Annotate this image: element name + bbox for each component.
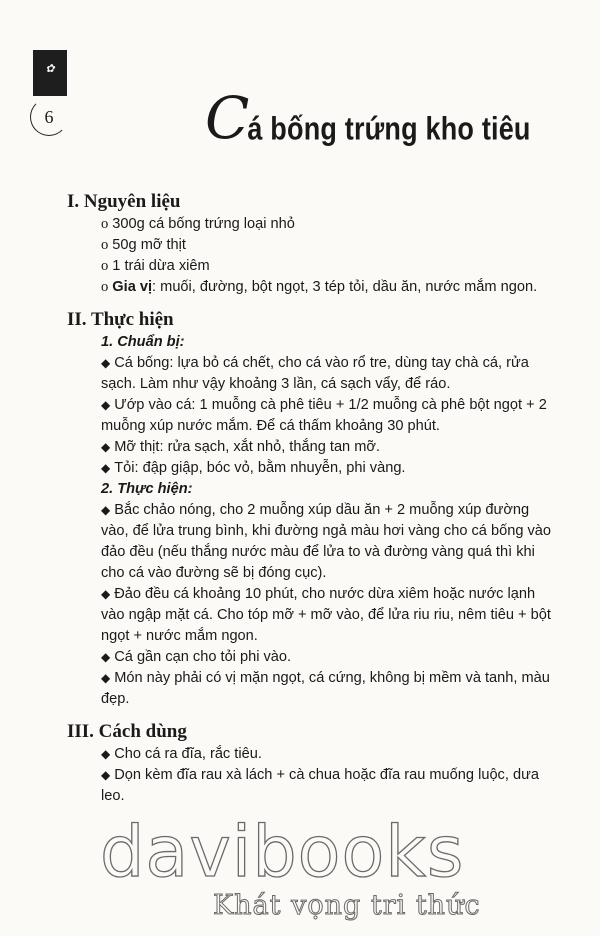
watermark (100, 812, 580, 932)
list-item: ◆ Cá gần cạn cho tỏi phi vào. (101, 649, 292, 665)
chapter-logo-icon: ✿ (45, 62, 55, 75)
section-heading-serving: III. Cách dùng (67, 721, 187, 742)
list-item: o 1 trái dừa xiêm (101, 258, 210, 274)
list-item: ◆ Mỡ thịt: rửa sạch, xắt nhỏ, thắng tan mỡ. (101, 439, 381, 455)
section-heading-method: II. Thực hiện (67, 309, 174, 330)
list-item: ◆ Dọn kèm đĩa rau xà lách + cà chua hoặc đĩa rau muống luộc, dưa leo. (101, 767, 539, 804)
list-item: ◆ Cá bống: lựa bỏ cá chết, cho cá vào rổ tre, dùng tay chà cá, rửa sạch. Làm như vậy khoảng 3 lần, cá sạch vẩy, để ráo. (101, 355, 529, 392)
diamond-bullet-icon: ◆ (101, 587, 111, 601)
diamond-bullet-icon: ◆ (101, 768, 111, 782)
subsection-title-cook: 2. Thực hiện: (101, 481, 193, 497)
list-item: ◆ Đảo đều cá khoảng 10 phút, cho nước dừa xiêm hoặc nước lạnh vào ngập mặt cá. Cho tóp mỡ + mỡ vào, để lửa riu riu, nêm tiêu + bột ngọt + nước mắm ngon. (101, 586, 551, 644)
list-item: ◆ Ướp vào cá: 1 muỗng cà phê tiêu + 1/2 muỗng cà phê bột ngọt + 2 muỗng xúp nước mắm. Để cá thấm khoảng 30 phút. (101, 397, 547, 434)
list-item: o Gia vị: muối, đường, bột ngọt, 3 tép tỏi, dầu ăn, nước mắm ngon. (101, 279, 538, 295)
diamond-bullet-icon: ◆ (101, 440, 111, 454)
recipe-body (67, 190, 557, 807)
list-item: ◆ Món này phải có vị mặn ngọt, cá cứng, không bị mềm và tanh, màu đẹp. (101, 670, 550, 707)
title-initial: C (205, 84, 250, 152)
list-item: o 50g mỡ thịt (101, 237, 186, 253)
section-heading-ingredients: I. Nguyên liệu (67, 191, 181, 212)
page-number: 6 (30, 98, 68, 136)
title-rest: á bống trứng kho tiêu (247, 110, 531, 147)
diamond-bullet-icon: ◆ (101, 671, 111, 685)
diamond-bullet-icon: ◆ (101, 461, 111, 475)
list-item: ◆ Bắc chảo nóng, cho 2 muỗng xúp dầu ăn + 2 muỗng xúp đường vào, để lửa trung bình, khi đường ngả màu hơi vàng cho cá bống vào đảo đều (nếu thắng nước màu để lửa to và đường vàng quá thì khi cho cá vào đường sẽ bị đóng cục). (101, 502, 552, 581)
subsection-title-prep: 1. Chuẩn bị: (101, 334, 185, 350)
serving-block (67, 744, 557, 807)
diamond-bullet-icon: ◆ (101, 503, 111, 517)
list-item: o 300g cá bống trứng loại nhỏ (101, 216, 295, 232)
diamond-bullet-icon: ◆ (101, 747, 111, 761)
recipe-title (205, 84, 565, 164)
diamond-bullet-icon: ◆ (101, 650, 111, 664)
diamond-bullet-icon: ◆ (101, 398, 111, 412)
chapter-tab (33, 50, 67, 96)
watermark-tagline: Khát vọng tri thức (213, 890, 481, 921)
ingredients-list (67, 214, 557, 298)
method-block (67, 332, 557, 710)
list-item: ◆ Cho cá ra đĩa, rắc tiêu. (101, 746, 262, 762)
diamond-bullet-icon: ◆ (101, 356, 111, 370)
watermark-brand: davibooks (100, 811, 465, 893)
list-item: ◆ Tỏi: đập giập, bóc vỏ, bằm nhuyễn, phi vàng. (101, 460, 406, 476)
